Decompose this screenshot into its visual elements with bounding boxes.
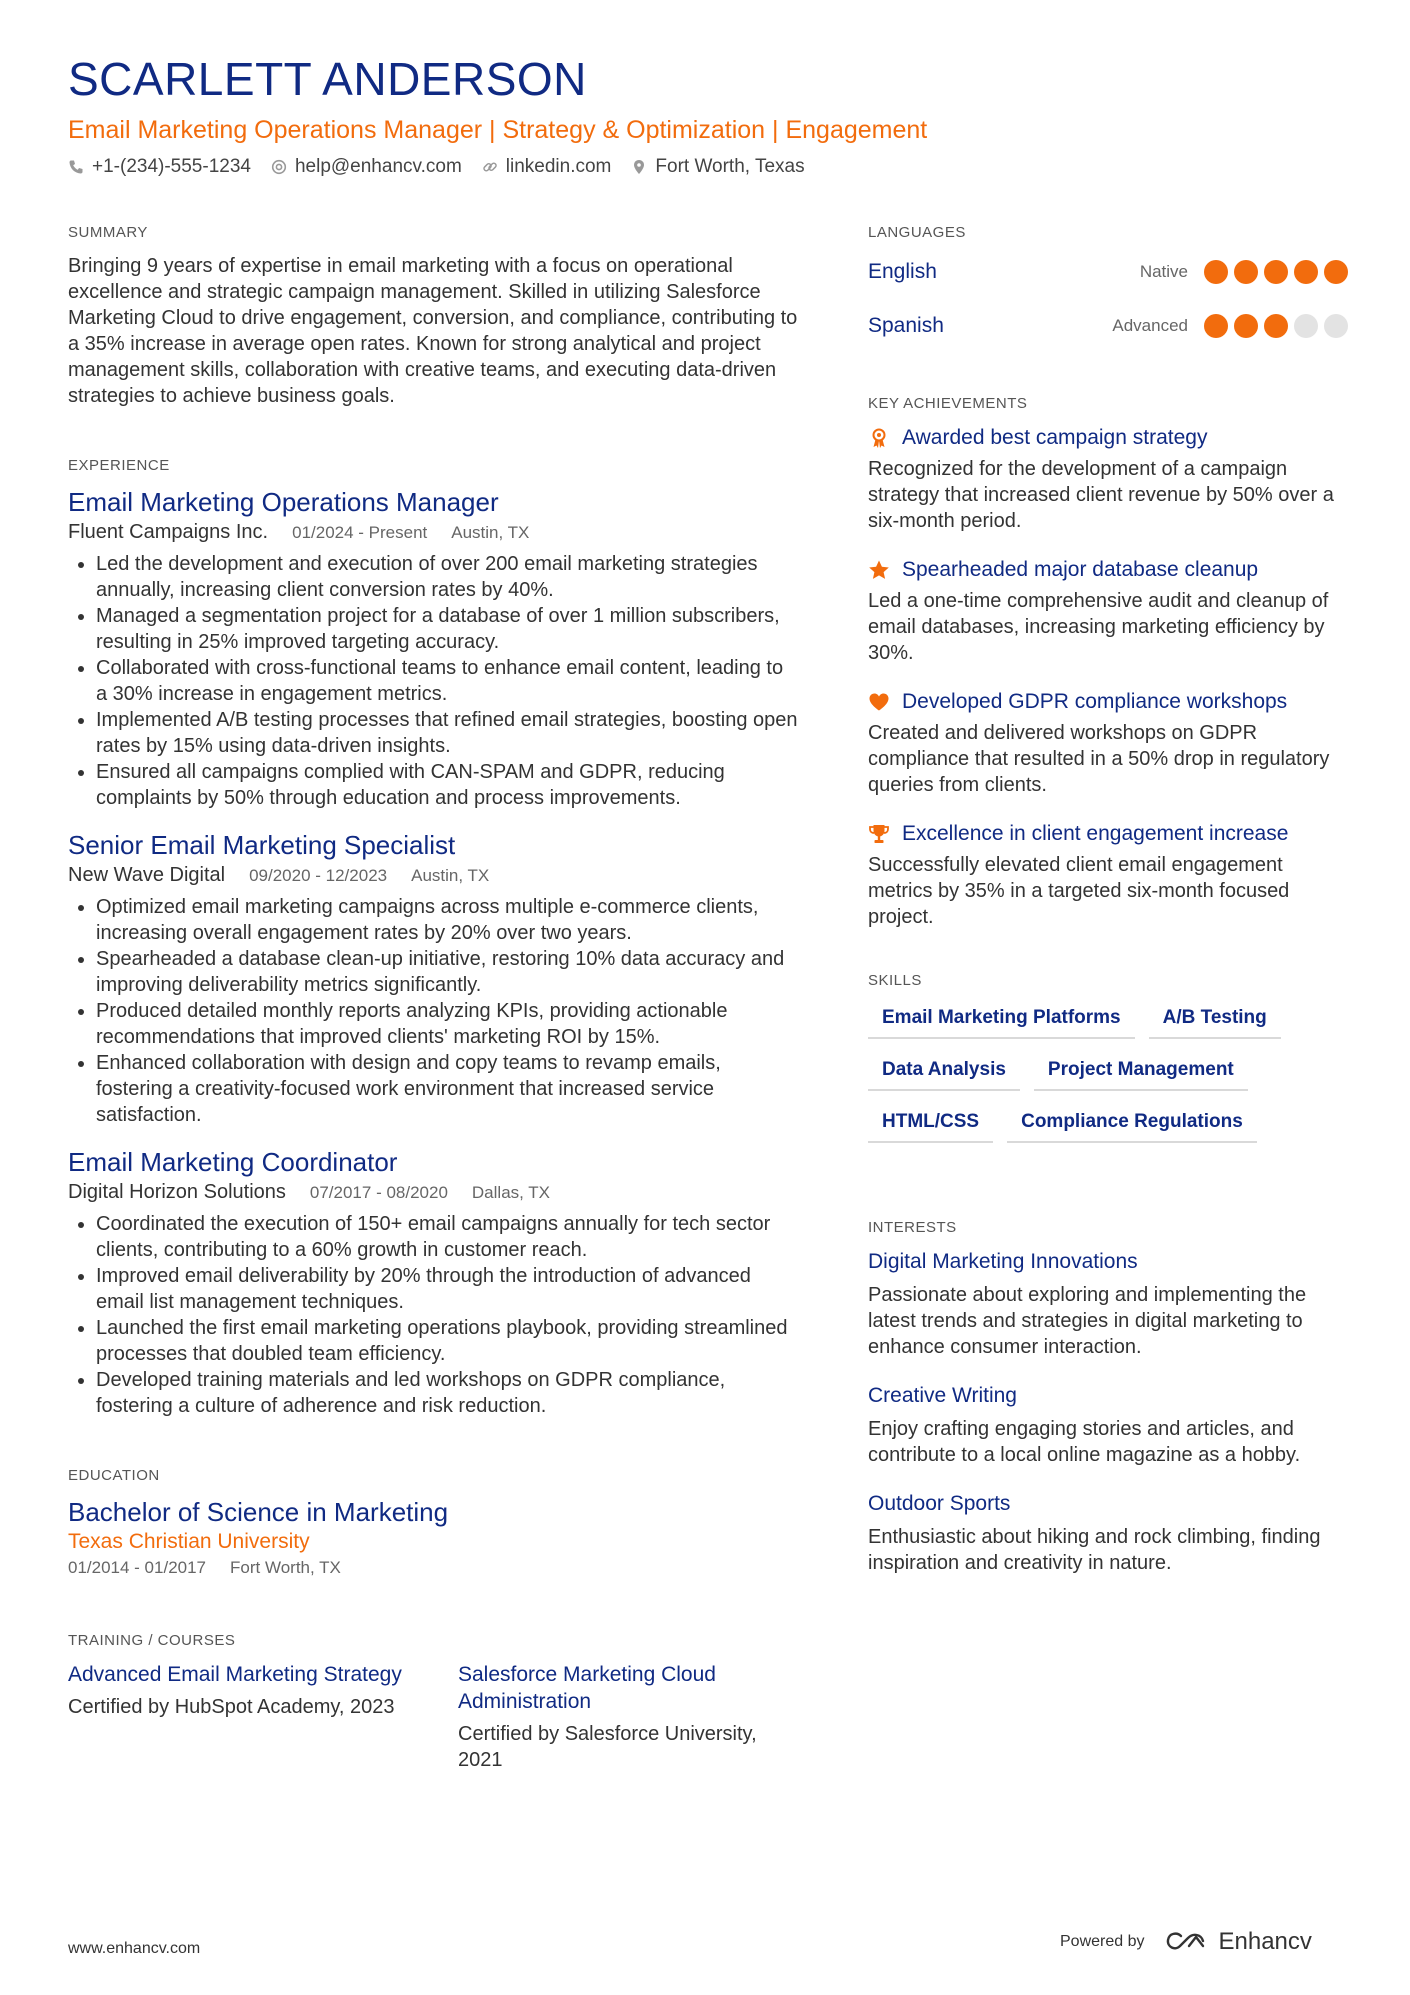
job-bullet: • Implemented A/B testing processes that refined email strategies, boosting open rates by 15% using data-driven insights. xyxy=(96,707,798,759)
at-icon xyxy=(271,159,287,175)
summary-section xyxy=(68,224,798,409)
achievement-desc: Recognized for the development of a campaign strategy that increased client revenue by 50% over a six-month period. xyxy=(868,458,1334,532)
rating-dot-filled xyxy=(1204,260,1228,284)
rating-dot-filled xyxy=(1264,260,1288,284)
language-rating xyxy=(1204,314,1348,338)
job-meta xyxy=(68,1178,798,1207)
job-bullet: • Ensured all campaigns complied with CAN-SPAM and GDPR, reducing complaints by 50% through education and process improvements. xyxy=(96,759,798,811)
job-meta xyxy=(68,861,798,890)
job-bullet: • Launched the first email marketing operations playbook, providing streamlined processes that doubled team efficiency. xyxy=(96,1315,798,1367)
achievement-title: Developed GDPR compliance workshops xyxy=(902,690,1288,713)
job-dates: 01/2024 - Present xyxy=(292,523,428,542)
job-meta xyxy=(68,518,798,547)
phone-text: +1-(234)-555-1234 xyxy=(92,156,251,177)
interest-desc: Enthusiastic about hiking and rock climbing, finding inspiration and creativity in nature. xyxy=(868,1526,1321,1574)
language-row xyxy=(868,299,1348,353)
rating-dot-filled xyxy=(1324,260,1348,284)
job-bullet: • Developed training materials and led workshops on GDPR compliance, fostering a culture of adherence and risk reduction. xyxy=(96,1367,798,1419)
achievement-item xyxy=(868,820,1348,930)
summary-text: Bringing 9 years of expertise in email marketing with a focus on operational excellence and strategic campaign management. Skilled in utilizing Salesforce Marketing Cloud to drive engagement, conversion, and compliance, contributing to a 35% increase in average open rates. Known for strong analytical and project management skills, collaboration with creative teams, and executing data-driven strategies to achieve business goals. xyxy=(68,255,798,407)
education-location: Fort Worth, TX xyxy=(230,1558,341,1577)
rating-dot-filled xyxy=(1204,314,1228,338)
job-bullet: • Improved email deliverability by 20% through the introduction of advanced email list management techniques. xyxy=(96,1263,798,1315)
achievement-title: Awarded best campaign strategy xyxy=(902,426,1208,449)
skills-section xyxy=(868,972,1348,1143)
education-heading: EDUCATION xyxy=(68,1467,160,1484)
achievement-item xyxy=(868,424,1348,534)
experience-section xyxy=(68,457,798,1419)
skill-tag: A/B Testing xyxy=(1149,1001,1281,1039)
achievement-title: Excellence in client engagement increase xyxy=(902,822,1289,845)
course-desc: Certified by HubSpot Academy, 2023 xyxy=(68,1696,395,1718)
job-dates: 09/2020 - 12/2023 xyxy=(249,866,388,885)
course-item xyxy=(458,1661,798,1773)
experience-heading: EXPERIENCE xyxy=(68,457,170,474)
powered-by-label: Powered by xyxy=(1060,1933,1145,1950)
rating-dot-filled xyxy=(1264,314,1288,338)
enhancv-logo-icon xyxy=(1165,1931,1211,1953)
job-bullet: • Led the development and execution of over 200 email marketing strategies annually, increasing client conversion rates by 40%. xyxy=(96,551,798,603)
achievement-title: Spearheaded major database cleanup xyxy=(902,558,1259,581)
course-item xyxy=(68,1661,408,1773)
education-school: Texas Christian University xyxy=(68,1530,310,1553)
achievement-desc: Led a one-time comprehensive audit and cleanup of email databases, increasing marketing efficiency by 30%. xyxy=(868,590,1329,664)
achievements-heading: KEY ACHIEVEMENTS xyxy=(868,395,1028,412)
languages-section xyxy=(868,224,1348,353)
interests-section xyxy=(868,1219,1348,1576)
achievements-section xyxy=(868,395,1348,930)
job-company: Digital Horizon Solutions xyxy=(68,1181,286,1203)
candidate-headline: Email Marketing Operations Manager | Strategy & Optimization | Engagement xyxy=(68,116,928,144)
job-title: Senior Email Marketing Specialist xyxy=(68,830,456,860)
job-location: Dallas, TX xyxy=(471,1183,551,1202)
job-title: Email Marketing Coordinator xyxy=(68,1147,398,1177)
job-entry xyxy=(68,1146,798,1419)
interest-item xyxy=(868,1382,1348,1468)
skill-tag: Project Management xyxy=(1034,1053,1248,1091)
course-list xyxy=(68,1661,798,1773)
skill-tag: Email Marketing Platforms xyxy=(868,1001,1135,1039)
job-entry xyxy=(68,486,798,811)
education-degree: Bachelor of Science in Marketing xyxy=(68,1497,449,1527)
job-title: Email Marketing Operations Manager xyxy=(68,487,499,517)
footer-branding xyxy=(1060,1928,1312,1956)
languages-heading: LANGUAGES xyxy=(868,224,966,241)
footer-website[interactable]: www.enhancv.com xyxy=(68,1940,201,1957)
candidate-name: SCARLETT ANDERSON xyxy=(68,53,587,105)
linkedin-text: linkedin.com xyxy=(505,156,612,177)
language-row xyxy=(868,245,1348,299)
job-bullet: • Managed a segmentation project for a database of over 1 million subscribers, resulting in 25% improved targeting accuracy. xyxy=(96,603,798,655)
language-rating xyxy=(1204,260,1348,284)
job-bullet: • Enhanced collaboration with design and copy teams to revamp emails, fostering a creativity-focused work environment that increased service satisfaction. xyxy=(96,1050,798,1128)
training-section xyxy=(68,1632,798,1773)
achievement-item xyxy=(868,688,1348,798)
job-location: Austin, TX xyxy=(411,866,490,885)
contact-email[interactable] xyxy=(271,156,462,178)
job-bullets xyxy=(68,894,798,1128)
education-meta xyxy=(68,1556,798,1580)
job-entry xyxy=(68,829,798,1128)
skill-tag: Compliance Regulations xyxy=(1007,1105,1257,1143)
contact-bar xyxy=(68,156,805,178)
language-level: Advanced xyxy=(1112,316,1188,335)
job-bullet: • Collaborated with cross-functional teams to enhance email content, leading to a 30% increase in engagement metrics. xyxy=(96,655,798,707)
education-section xyxy=(68,1467,798,1580)
interest-desc: Enjoy crafting engaging stories and articles, and contribute to a local online magazine as a hobby. xyxy=(868,1418,1301,1466)
location-pin-icon xyxy=(631,159,647,175)
language-level: Native xyxy=(1139,262,1188,281)
interest-desc: Passionate about exploring and implementing the latest trends and strategies in digital marketing to enhance consumer interaction. xyxy=(868,1284,1307,1358)
right-column xyxy=(868,224,1348,1598)
trophy-icon xyxy=(868,823,890,845)
phone-icon xyxy=(68,159,84,175)
achievement-desc: Created and delivered workshops on GDPR compliance that resulted in a 50% drop in regulatory queries from clients. xyxy=(868,722,1330,796)
job-dates: 07/2017 - 08/2020 xyxy=(309,1183,448,1202)
job-bullet: • Spearheaded a database clean-up initiative, restoring 10% data accuracy and improving deliverability metrics significantly. xyxy=(96,946,798,998)
skill-tag: HTML/CSS xyxy=(868,1105,993,1143)
course-title: Salesforce Marketing Cloud Administration xyxy=(458,1663,716,1713)
summary-heading: SUMMARY xyxy=(68,224,148,241)
interest-title: Digital Marketing Innovations xyxy=(868,1250,1138,1273)
interest-title: Creative Writing xyxy=(868,1384,1017,1407)
job-bullets xyxy=(68,1211,798,1419)
rating-dot-filled xyxy=(1294,260,1318,284)
language-name: English xyxy=(868,260,937,283)
language-name: Spanish xyxy=(868,314,944,337)
rating-dot-empty xyxy=(1324,314,1348,338)
email-text: help@enhancv.com xyxy=(294,156,462,177)
location-text: Fort Worth, Texas xyxy=(655,156,805,177)
rating-dot-filled xyxy=(1234,314,1258,338)
interest-item xyxy=(868,1248,1348,1360)
award-ribbon-icon xyxy=(868,427,890,449)
brand-name: Enhancv xyxy=(1218,1928,1312,1955)
job-company: New Wave Digital xyxy=(68,864,226,886)
achievement-desc: Successfully elevated client email engagement metrics by 35% in a targeted six-month focused project. xyxy=(868,854,1290,928)
rating-dot-empty xyxy=(1294,314,1318,338)
left-column xyxy=(68,224,798,1773)
skill-list xyxy=(868,1001,1338,1143)
contact-linkedin[interactable] xyxy=(482,156,612,178)
interests-heading: INTERESTS xyxy=(868,1219,957,1236)
skills-heading: SKILLS xyxy=(868,972,922,989)
course-title: Advanced Email Marketing Strategy xyxy=(68,1663,402,1686)
enhancv-logo[interactable] xyxy=(1165,1928,1312,1956)
job-bullet: • Produced detailed monthly reports analyzing KPIs, providing actionable recommendations that improved clients' marketing ROI by 15%. xyxy=(96,998,798,1050)
heart-icon xyxy=(868,691,890,713)
star-icon xyxy=(868,559,890,581)
interest-item xyxy=(868,1490,1348,1576)
education-dates: 01/2014 - 01/2017 xyxy=(68,1558,207,1577)
link-icon xyxy=(482,159,498,175)
job-bullets xyxy=(68,551,798,811)
job-company: Fluent Campaigns Inc. xyxy=(68,521,269,543)
interest-title: Outdoor Sports xyxy=(868,1492,1011,1515)
rating-dot-filled xyxy=(1234,260,1258,284)
job-location: Austin, TX xyxy=(451,523,530,542)
course-desc: Certified by Salesforce University, 2021 xyxy=(458,1723,757,1771)
job-bullet: • Optimized email marketing campaigns across multiple e-commerce clients, increasing overall engagement rates by 20% over two years. xyxy=(96,894,798,946)
job-bullet: • Coordinated the execution of 150+ email campaigns annually for tech sector clients, contributing to a 60% growth in customer reach. xyxy=(96,1211,798,1263)
achievement-item xyxy=(868,556,1348,666)
skill-tag: Data Analysis xyxy=(868,1053,1020,1091)
contact-phone[interactable] xyxy=(68,156,251,178)
training-heading: TRAINING / COURSES xyxy=(68,1632,236,1649)
contact-location xyxy=(631,156,804,178)
